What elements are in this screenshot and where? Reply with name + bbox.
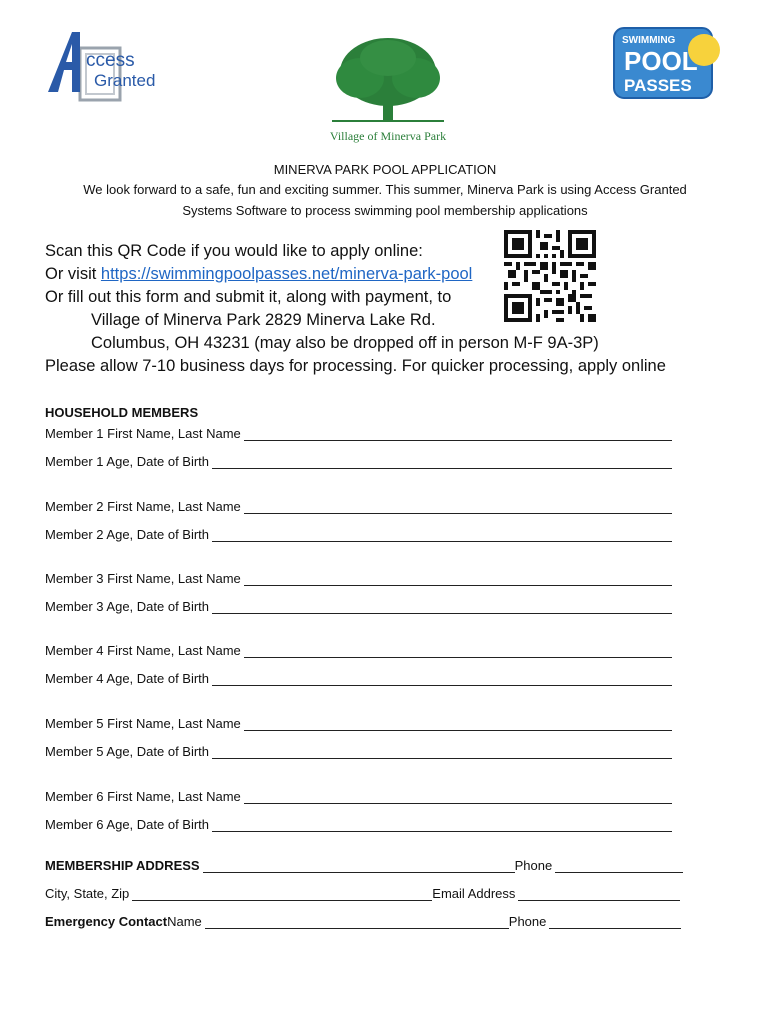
fill-out-text: Or fill out this form and submit it, along with payment, to — [45, 288, 452, 306]
member-1-age-row — [45, 454, 672, 469]
member-3-name-row — [45, 571, 672, 586]
member-2-age-row — [45, 527, 672, 542]
phone-label: Phone — [514, 858, 553, 873]
city-state-zip-label: City, State, Zip — [45, 886, 130, 901]
mailing-address-line-2: Columbus, OH 43231 (may also be dropped off in person M-F 9A-3P) — [91, 334, 599, 352]
member-1-name-label: Member 1 First Name, Last Name — [45, 426, 241, 441]
member-2-age-label: Member 2 Age, Date of Birth — [45, 527, 210, 542]
member-4-name-field[interactable] — [244, 644, 672, 658]
qr-code[interactable] — [504, 230, 596, 322]
member-6-age-field[interactable] — [212, 818, 672, 832]
member-6-age-label: Member 6 Age, Date of Birth — [45, 817, 210, 832]
member-1-age-label: Member 1 Age, Date of Birth — [45, 454, 210, 469]
city-state-zip-field[interactable] — [132, 887, 432, 901]
emergency-contact-label: Emergency Contact — [45, 914, 168, 929]
village-tree-logo — [310, 34, 466, 146]
processing-note: Please allow 7-10 business days for processing. For quicker processing, apply online — [45, 357, 666, 375]
intro-line-2: Systems Software to process swimming pool membership applications — [182, 203, 588, 218]
visit-prefix: Or visit — [45, 265, 101, 283]
application-title: MINERVA PARK POOL APPLICATION — [273, 162, 497, 177]
member-2-name-label: Member 2 First Name, Last Name — [45, 499, 241, 514]
member-6-name-label: Member 6 First Name, Last Name — [45, 789, 241, 804]
emergency-contact-row — [45, 914, 681, 929]
member-4-name-row — [45, 643, 672, 658]
member-1-name-row — [45, 426, 672, 441]
emergency-contact-name-field[interactable] — [205, 915, 509, 929]
online-application-link[interactable]: https://swimmingpoolpasses.net/minerva-park-pool — [100, 265, 473, 283]
logo-right-text-2: POOL — [624, 46, 698, 76]
city-state-zip-row — [45, 886, 680, 901]
logo-left-text-2: Granted — [94, 71, 156, 90]
membership-address-label: MEMBERSHIP ADDRESS — [45, 858, 200, 873]
logo-right-text-1: SWIMMING — [622, 35, 676, 46]
member-6-age-row — [45, 817, 672, 832]
member-5-age-row — [45, 744, 672, 759]
member-3-name-label: Member 3 First Name, Last Name — [45, 571, 241, 586]
logo-right-text-3: PASSES — [624, 76, 692, 95]
member-5-age-label: Member 5 Age, Date of Birth — [45, 744, 210, 759]
logo-center-caption: Village of Minerva Park — [329, 129, 447, 143]
member-4-age-field[interactable] — [212, 672, 672, 686]
email-address-label: Email Address — [432, 886, 516, 901]
scan-qr-text: Scan this QR Code if you would like to apply online: — [45, 242, 423, 260]
emergency-phone-label: Phone — [508, 914, 547, 929]
member-3-name-field[interactable] — [244, 572, 672, 586]
phone-field[interactable] — [555, 859, 683, 873]
member-1-name-field[interactable] — [244, 427, 672, 441]
member-1-age-field[interactable] — [212, 455, 672, 469]
membership-address-field[interactable] — [203, 859, 515, 873]
member-2-name-field[interactable] — [244, 500, 672, 514]
access-granted-logo — [46, 30, 176, 106]
member-3-age-row — [45, 599, 672, 614]
member-3-age-label: Member 3 Age, Date of Birth — [45, 599, 210, 614]
mailing-address-line-1: Village of Minerva Park 2829 Minerva Lake Rd. — [91, 311, 436, 329]
member-4-age-label: Member 4 Age, Date of Birth — [45, 671, 210, 686]
swimming-pool-passes-logo — [612, 26, 720, 100]
email-address-field[interactable] — [518, 887, 680, 901]
emergency-name-label: Name — [167, 914, 202, 929]
member-2-age-field[interactable] — [212, 528, 672, 542]
member-4-name-label: Member 4 First Name, Last Name — [45, 643, 241, 658]
intro-line-1: We look forward to a safe, fun and exciting summer. This summer, Minerva Park is using Access Granted — [83, 182, 687, 197]
member-6-name-row — [45, 789, 672, 804]
member-4-age-row — [45, 671, 672, 686]
household-members-heading: HOUSEHOLD MEMBERS — [45, 405, 199, 420]
emergency-phone-field[interactable] — [549, 915, 681, 929]
member-3-age-field[interactable] — [212, 600, 672, 614]
member-6-name-field[interactable] — [244, 790, 672, 804]
member-5-age-field[interactable] — [212, 745, 672, 759]
member-5-name-label: Member 5 First Name, Last Name — [45, 716, 241, 731]
member-2-name-row — [45, 499, 672, 514]
member-5-name-field[interactable] — [244, 717, 672, 731]
membership-address-row — [45, 858, 683, 873]
logo-left-text-1: ccess — [86, 50, 135, 71]
member-5-name-row — [45, 716, 672, 731]
